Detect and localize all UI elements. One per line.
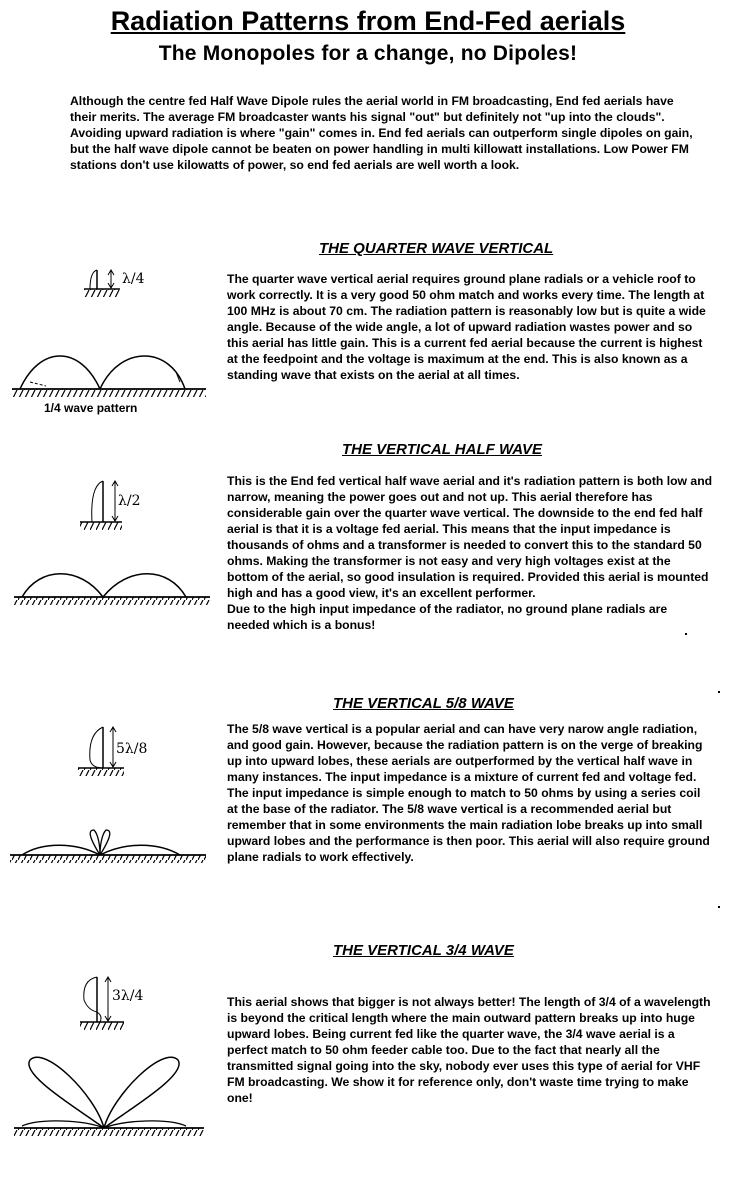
quarter-wave-length-label: λ/4 (122, 271, 145, 287)
half-wave-paragraph-2: Due to the high input impedance of the radiator, no ground plane radials are needed which is a bonus! (227, 602, 668, 632)
stray-dot (685, 633, 687, 635)
heading-half-wave: THE VERTICAL HALF WAVE (342, 441, 543, 458)
heading-quarter-wave: THE QUARTER WAVE VERTICAL (319, 240, 554, 257)
three-quarter-wave-paragraph: This aerial shows that bigger is not always better! The length of 3/4 of a wavelength is beyond the critical length where the main outward pattern breaks up into huge upward lobes. Being current fed like the quarter wave, the 3/4 wave aerial is a perfect match to 50 ohm feeder cable too. Due to the fact that nearly all the transmitted signal going into the sky, nobody ever uses this type of aerial for VHF FM broadcasting. We show it for reference only, don't waste time trying to make one! (227, 995, 711, 1105)
page-subtitle: The Monopoles for a change, no Dipoles! (158, 42, 578, 65)
five-eighth-wave-length-label: 5λ/8 (116, 741, 148, 757)
three-quarter-wave-length-label: 3λ/4 (112, 988, 144, 1004)
half-wave-paragraph-1: This is the End fed vertical half wave aerial and it's radiation pattern is both low and narrow, meaning the power goes out and not up. This aerial therefore has considerable gain over the quarter wave vertical. The downside to the end fed half aerial is that it is a voltage fed aerial. This means that the input impedance is thousands of ohms and a transformer is needed to convert this to the standard 50 ohms. Making the transformer is not easy and very high voltages exist at the bottom of the aerial, so good insulation is required. Provided this aerial is mounted high and has a good view, it's an excellent performer. (227, 474, 713, 600)
five-eighth-wave-paragraph: The 5/8 wave vertical is a popular aerial and can have very narow angle radiation, and good gain. However, because the radiation pattern is on the verge of breaking up into upward lobes, these aerials are outperformed by the vertical half wave in many instances. The input impedance is a mixture of current fed and voltage fed. The input impedance is simple enough to match to 50 ohms by using a series coil at the base of the radiator. The 5/8 wave vertical is a recommended aerial but remember that in some environments the main radiation lobe breaks up into small upward lobes and the performance is then poor. This aerial will also require ground plane radials to work effectively. (227, 722, 710, 864)
stray-dot (718, 906, 720, 908)
heading-three-quarter-wave: THE VERTICAL 3/4 WAVE (333, 942, 514, 959)
stray-dot (718, 691, 720, 693)
half-wave-length-label: λ/2 (118, 493, 141, 509)
quarter-wave-paragraph: The quarter wave vertical aerial requires ground plane radials or a vehicle roof to work correctly. It is a very good 50 ohm match and works every time. The length at 100 MHz is about 70 cm. The radiation pattern is reasonably low but is quite a wide angle. Because of the wide angle, a lot of upward radiation wastes power and so this aerial has little gain. This is a current fed aerial because the current is highest at the feedpoint and the voltage is maximum at the end. This is also known as a standing wave that exists on the aerial at all times. (227, 272, 706, 382)
heading-five-eighth-wave: THE VERTICAL 5/8 WAVE (333, 695, 514, 712)
quarter-wave-caption: 1/4 wave pattern (44, 401, 138, 415)
page-title: Radiation Patterns from End-Fed aerials (110, 6, 626, 36)
intro-paragraph: Although the centre fed Half Wave Dipole rules the aerial world in FM broadcasting, End fed aerials have their merits. The average FM broadcaster wants his signal "out" but definitely not "up into the clouds". Avoiding upward radiation is where "gain" comes in. End fed aerials can outperform single dipoles on gain, but the half wave dipole cannot be beaten on power handling in multi killowatt installations. Low Power FM stations don't use kilowatts of power, so end fed aerials are well worth a look. (70, 94, 693, 172)
quarter-wave-text (227, 271, 713, 383)
half-wave-text (227, 473, 713, 633)
five-eighth-wave-text (227, 721, 713, 865)
three-quarter-wave-text (227, 994, 713, 1106)
